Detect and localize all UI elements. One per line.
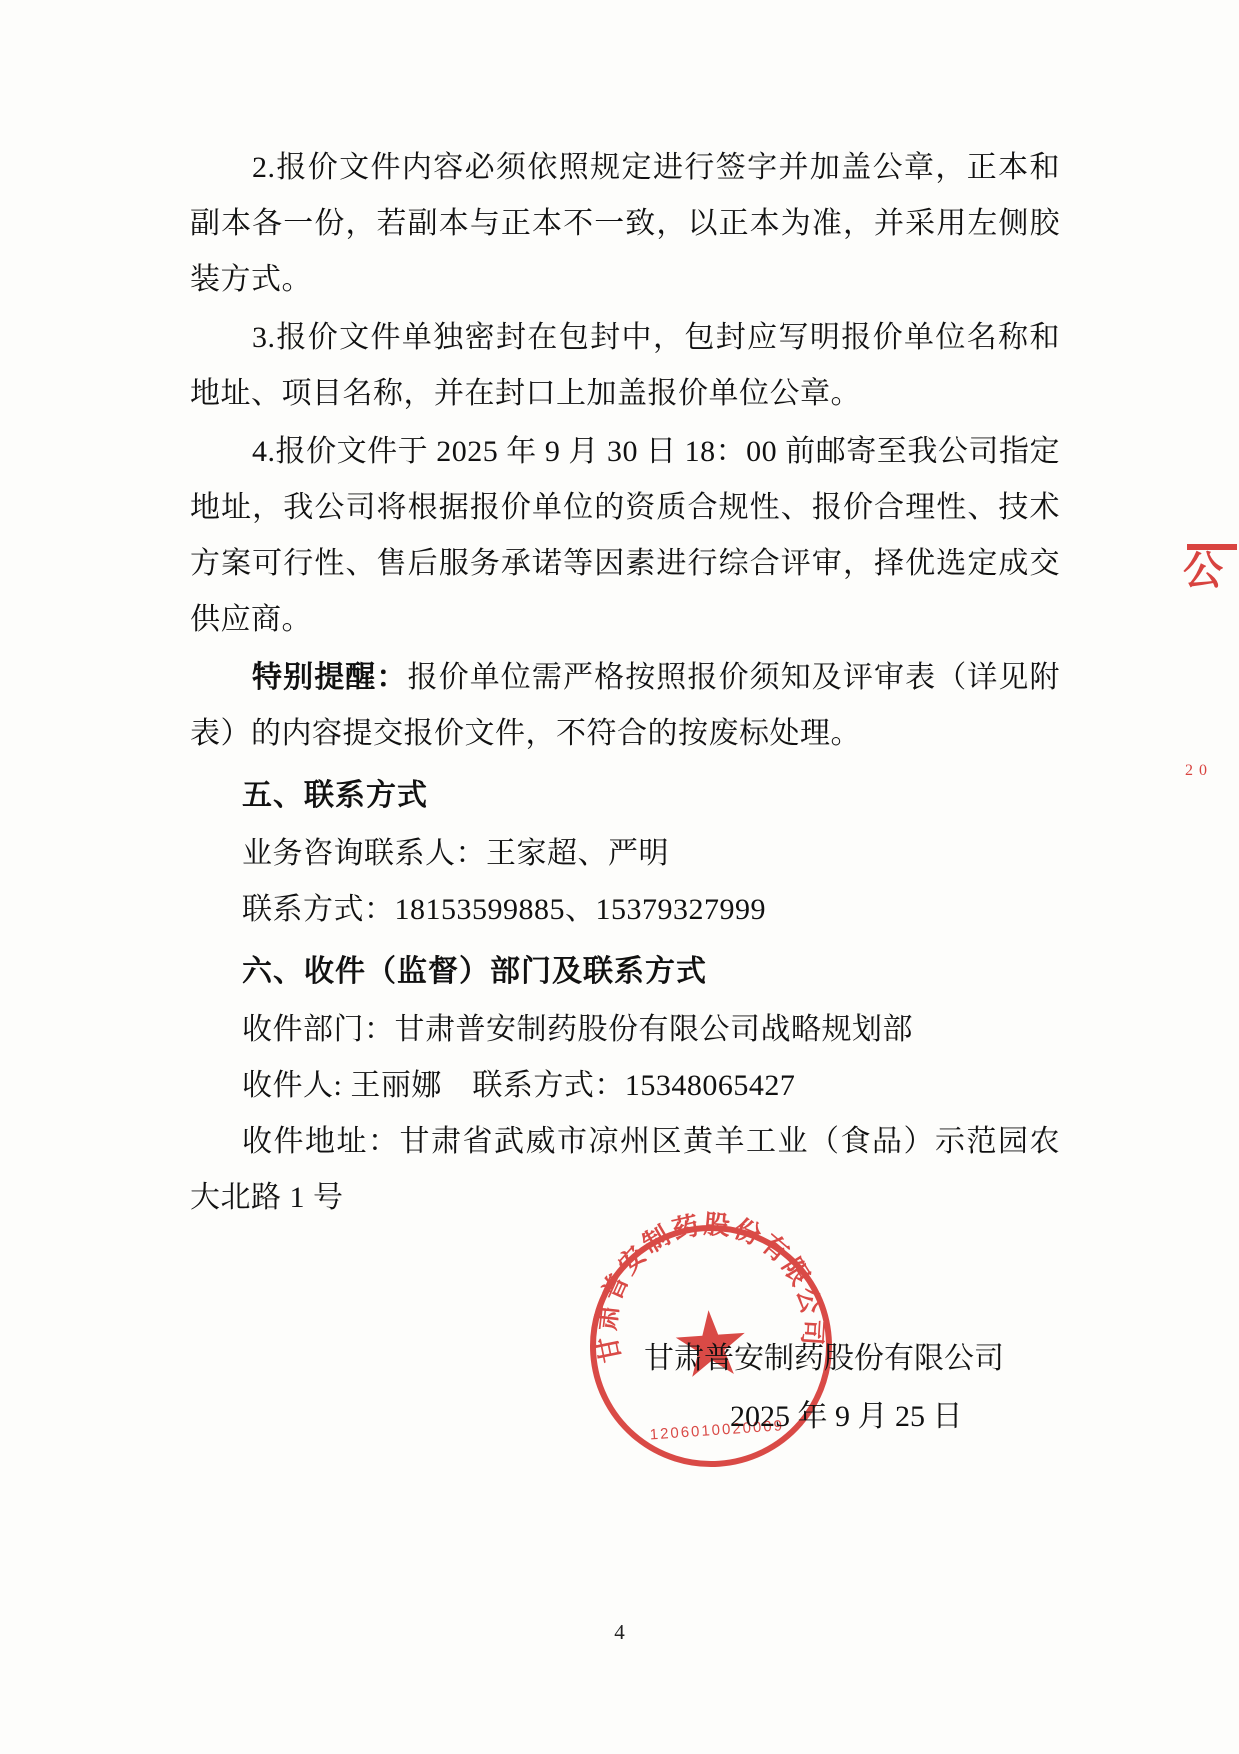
section-heading-six: 六、收件（监督）部门及联系方式 (242, 955, 707, 988)
signature-block (644, 1330, 1064, 1446)
receiving-address-line: 收件地址：甘肃省武威市凉州区黄羊工业（食品）示范园农大北路 1 号 (190, 1125, 1060, 1214)
signature-company: 甘肃普安制药股份有限公司 (644, 1342, 1004, 1375)
seal-code: 1206010020009 (649, 1417, 785, 1444)
special-notice-label: 特别提醒： (252, 661, 408, 694)
seal-arc-label: 甘肃普安制药股份有限公司 (591, 1209, 828, 1365)
receiving-department-line: 收件部门：甘肃普安制药股份有限公司战略规划部 (242, 1013, 913, 1046)
document-body (190, 140, 1060, 1228)
contact-person-line: 业务咨询联系人：王家超、严明 (242, 837, 669, 870)
edge-stamp-partial (1179, 540, 1239, 790)
special-notice (190, 650, 1060, 762)
receiver-line: 收件人: 王丽娜 联系方式：15348065427 (242, 1069, 796, 1102)
section-heading-five: 五、联系方式 (242, 779, 428, 812)
contact-phone-line: 联系方式：18153599885、15379327999 (242, 893, 766, 926)
signature-date: 2025 年 9 月 25 日 (730, 1400, 963, 1433)
paragraph-2: 2.报价文件内容必须依照规定进行签字并加盖公章，正本和副本各一份，若副本与正本不一致，以正本为准，并采用左侧胶装方式。 (190, 151, 1060, 296)
paragraph-3: 3.报价文件单独密封在包封中，包封应写明报价单位名称和地址、项目名称，并在封口上加盖报价单位公章。 (190, 321, 1060, 410)
special-notice-text: 报价单位需严格按照报价须知及评审表（详见附表）的内容提交报价文件，不符合的按废标处理。 (190, 661, 1060, 750)
edge-stamp-year: 2 0 (1185, 762, 1208, 779)
page-number: 4 (614, 1620, 625, 1644)
paragraph-4: 4.报价文件于 2025 年 9 月 30 日 18：00 前邮寄至我公司指定地址，我公司将根据报价单位的资质合规性、报价合理性、技术方案可行性、售后服务承诺等因素进行综合评审，择优选定成交供应商。 (190, 435, 1060, 636)
edge-stamp-text: 公 (1183, 548, 1223, 593)
